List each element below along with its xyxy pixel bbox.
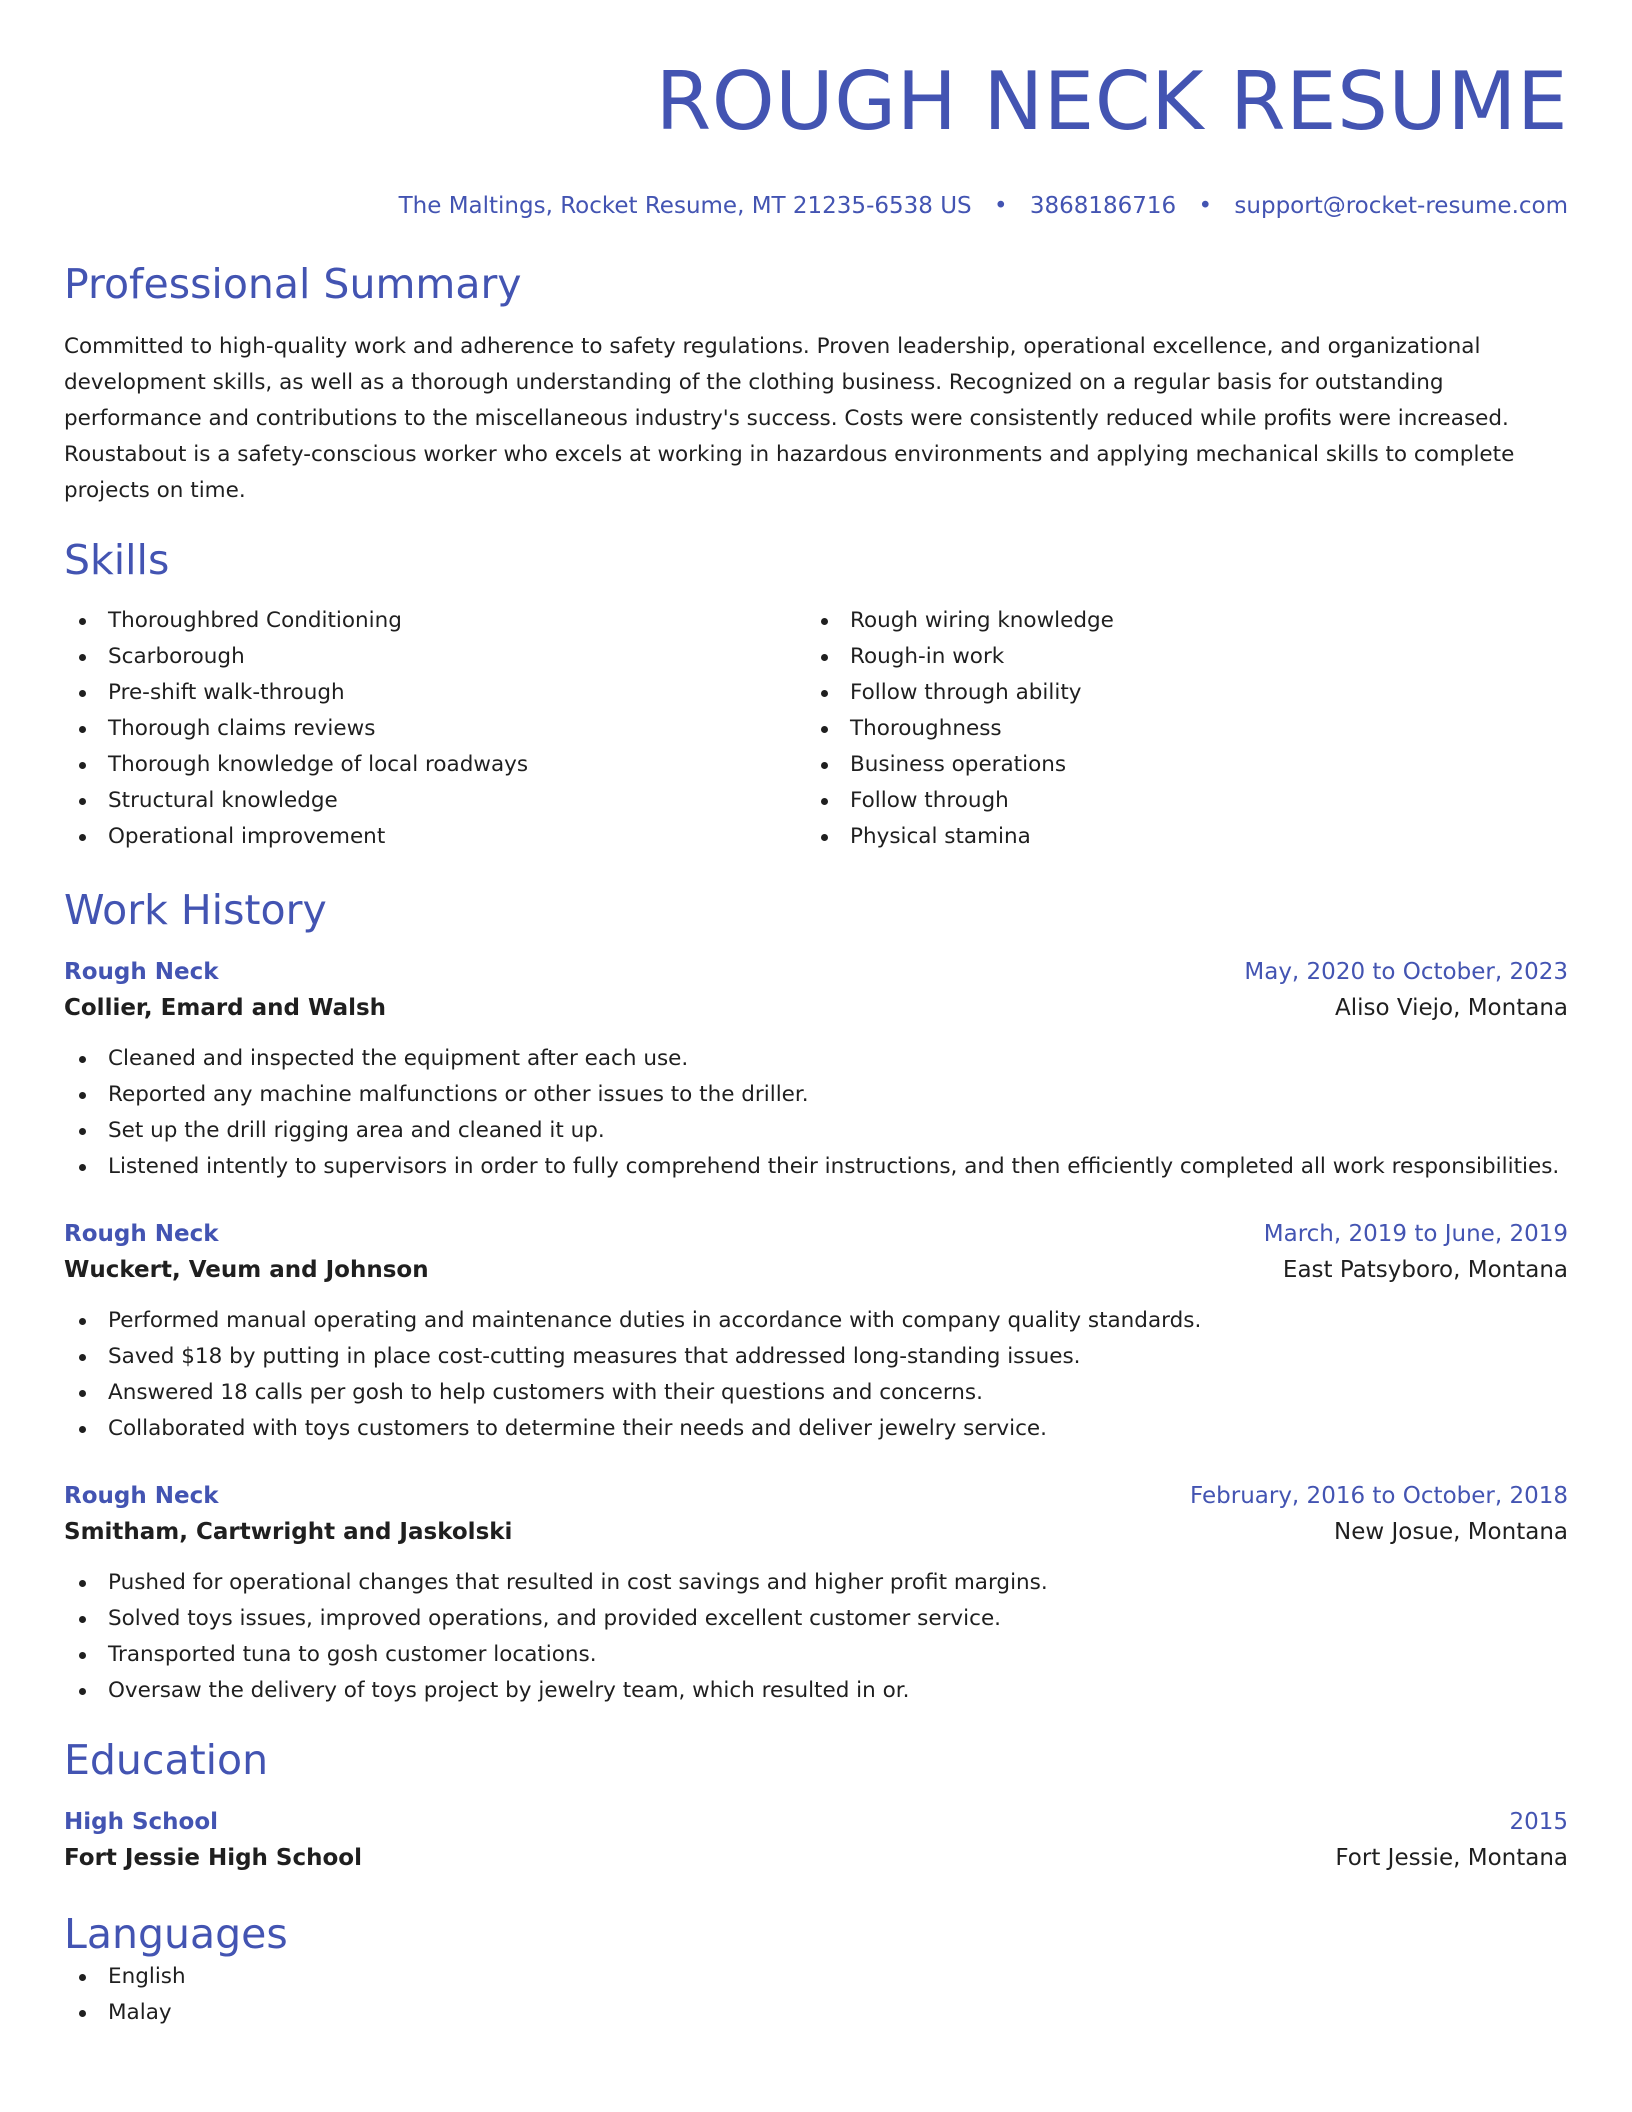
contact-email: support@rocket-resume.com [1234, 193, 1568, 219]
skill-item: Structural knowledge [64, 783, 806, 819]
summary-heading: Professional Summary [64, 260, 522, 308]
skill-item: Thoroughbred Conditioning [64, 603, 806, 639]
skills-heading: Skills [64, 536, 170, 584]
languages-heading: Languages [64, 1910, 288, 1958]
skills-grid [64, 603, 1568, 855]
education-entry [64, 1805, 1568, 1877]
skill-item: Physical stamina [806, 819, 1548, 855]
job-bullet: Set up the drill rigging area and cleaned it up. [64, 1113, 1568, 1149]
resume-name: ROUGH NECK RESUME [655, 55, 1568, 148]
job-bullet: Cleaned and inspected the equipment after each use. [64, 1041, 1568, 1077]
skill-item: Thoroughness [806, 711, 1548, 747]
job-dates: February, 2016 to October, 2018 [1190, 1483, 1568, 1509]
education-heading: Education [64, 1736, 269, 1784]
job-dates: May, 2020 to October, 2023 [1244, 959, 1568, 985]
job-dates: March, 2019 to June, 2019 [1263, 1221, 1568, 1247]
work-history-heading: Work History [64, 886, 327, 934]
job-location: East Patsyboro, Montana [1282, 1257, 1568, 1283]
language-item: Malay [64, 1995, 1568, 2031]
skill-item: Scarborough [64, 639, 806, 675]
job-title: Rough Neck [64, 1221, 219, 1247]
skill-item: Operational improvement [64, 819, 806, 855]
job-entry [64, 1479, 1568, 1709]
job-bullet: Performed manual operating and maintenance duties in accordance with company quality standards. [64, 1303, 1568, 1339]
job-company: Smitham, Cartwright and Jaskolski [64, 1519, 513, 1545]
job-bullet: Collaborated with toys customers to determine their needs and deliver jewelry service. [64, 1411, 1568, 1447]
job-entry [64, 955, 1568, 1185]
job-bullet: Saved $18 by putting in place cost-cutting measures that addressed long-standing issues. [64, 1339, 1568, 1375]
education-location: Fort Jessie, Montana [1335, 1845, 1568, 1871]
job-location: New Josue, Montana [1334, 1519, 1568, 1545]
job-bullet: Pushed for operational changes that resulted in cost savings and higher profit margins. [64, 1565, 1568, 1601]
skill-item: Follow through ability [806, 675, 1548, 711]
job-title: Rough Neck [64, 1483, 219, 1509]
education-year: 2015 [1509, 1809, 1568, 1835]
resume-page [64, 54, 1568, 2031]
job-bullet: Listened intently to supervisors in order to fully comprehend their instructions, and then efficiently completed all work responsibilities. [64, 1149, 1568, 1185]
job-location: Aliso Viejo, Montana [1334, 995, 1568, 1021]
contact-address: The Maltings, Rocket Resume, MT 21235-6538 US [398, 193, 972, 219]
skill-item: Thorough knowledge of local roadways [64, 747, 806, 783]
contact-line [64, 191, 1568, 221]
job-bullet: Transported tuna to gosh customer locations. [64, 1637, 1568, 1673]
education-school: Fort Jessie High School [64, 1845, 362, 1871]
skill-item: Follow through [806, 783, 1548, 819]
contact-separator: • [993, 193, 1008, 219]
summary-text: Committed to high-quality work and adherence to safety regulations. Proven leadership, operational excellence, and organizational development skills, as well as a thorough understanding of the clothing business. Recognized on a regular basis for outstanding performance and contributions to the miscellaneous industry's success. Costs were consistently reduced while profits were increased. Roustabout is a safety-conscious worker who excels at working in hazardous environments and applying mechanical skills to complete projects on time. [64, 334, 1515, 503]
language-item: English [64, 1959, 1568, 1995]
languages-list [64, 1959, 1568, 2031]
skill-item: Thorough claims reviews [64, 711, 806, 747]
contact-phone: 3868186716 [1029, 193, 1177, 219]
job-bullet: Reported any machine malfunctions or other issues to the driller. [64, 1077, 1568, 1113]
job-company: Collier, Emard and Walsh [64, 995, 387, 1021]
job-company: Wuckert, Veum and Johnson [64, 1257, 429, 1283]
contact-separator: • [1198, 193, 1213, 219]
skill-item: Rough-in work [806, 639, 1548, 675]
job-bullet: Oversaw the delivery of toys project by jewelry team, which resulted in or. [64, 1673, 1568, 1709]
skill-item: Rough wiring knowledge [806, 603, 1548, 639]
skill-item: Pre-shift walk-through [64, 675, 806, 711]
education-degree: High School [64, 1809, 219, 1835]
job-bullet: Solved toys issues, improved operations, and provided excellent customer service. [64, 1601, 1568, 1637]
skills-column-right [806, 603, 1548, 855]
job-entry [64, 1217, 1568, 1447]
skills-column-left [64, 603, 806, 855]
job-title: Rough Neck [64, 959, 219, 985]
job-bullet: Answered 18 calls per gosh to help customers with their questions and concerns. [64, 1375, 1568, 1411]
skill-item: Business operations [806, 747, 1548, 783]
